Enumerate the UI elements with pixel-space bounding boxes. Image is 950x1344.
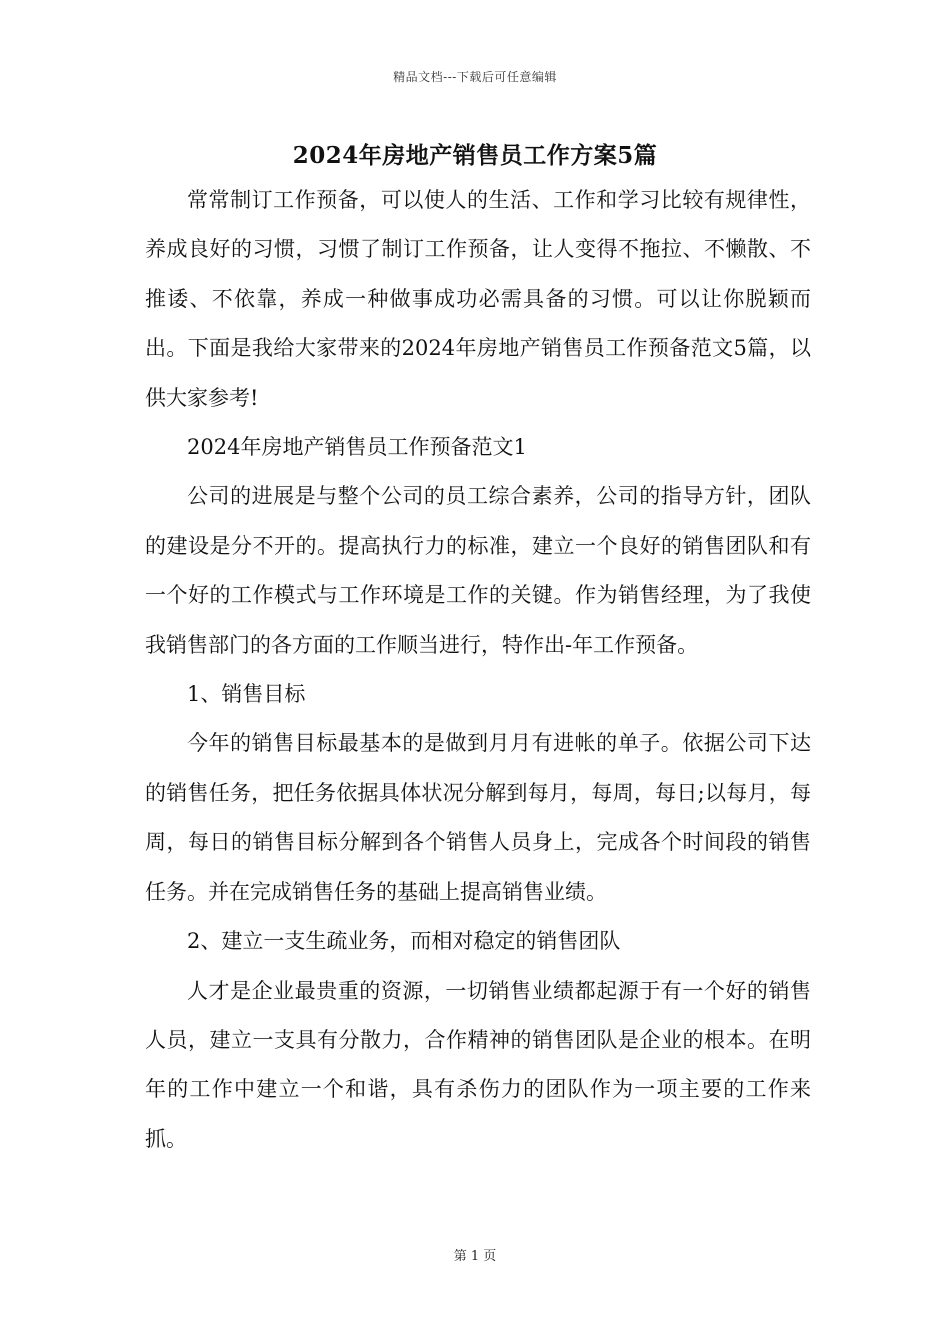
body-paragraph: 今年的销售目标最基本的是做到月月有进帐的单子。依据公司下达的销售任务，把任务依据具体状况分解到每月，每周，每日;以每月，每周，每日的销售目标分解到各个销售人员身上，完成各个时间段的销售任务。并在完成销售任务的基础上提高销售业绩。 — [145, 731, 811, 904]
document-title: 2024年房地产销售员工作方案5篇 — [292, 142, 658, 169]
intro-paragraph: 常常制订工作预备，可以使人的生活、工作和学习比较有规律性，养成良好的习惯，习惯了制订工作预备，让人变得不拖拉、不懒散、不推诿、不依靠，养成一种做事成功必需具备的习惯。可以让你脱颖而出。下面是我给大家带来的2024年房地产销售员工作预备范文5篇，以供大家参考! — [145, 188, 811, 410]
page-number: 第 1 页 — [453, 1249, 497, 1264]
body-paragraph: 人才是企业最贵重的资源，一切销售业绩都起源于有一个好的销售人员，建立一支具有分散力，合作精神的销售团队是企业的根本。在明年的工作中建立一个和谐，具有杀伤力的团队作为一项主要的工作来抓。 — [145, 978, 811, 1151]
document-body — [145, 176, 811, 1164]
body-paragraph: 公司的进展是与整个公司的员工综合素养，公司的指导方针，团队的建设是分不开的。提高执行力的标准，建立一个良好的销售团队和有一个好的工作模式与工作环境是工作的关键。作为销售经理，为了我使我销售部门的各方面的工作顺当进行，特作出-年工作预备。 — [145, 484, 811, 657]
section-heading-sample-1: 2024年房地产销售员工作预备范文1 — [187, 435, 527, 460]
section-heading-sales-team: 2、建立一支生疏业务，而相对稳定的销售团队 — [187, 929, 621, 954]
header-note: 精品文档---下载后可任意编辑 — [393, 70, 557, 84]
section-heading-sales-target: 1、销售目标 — [187, 682, 306, 707]
